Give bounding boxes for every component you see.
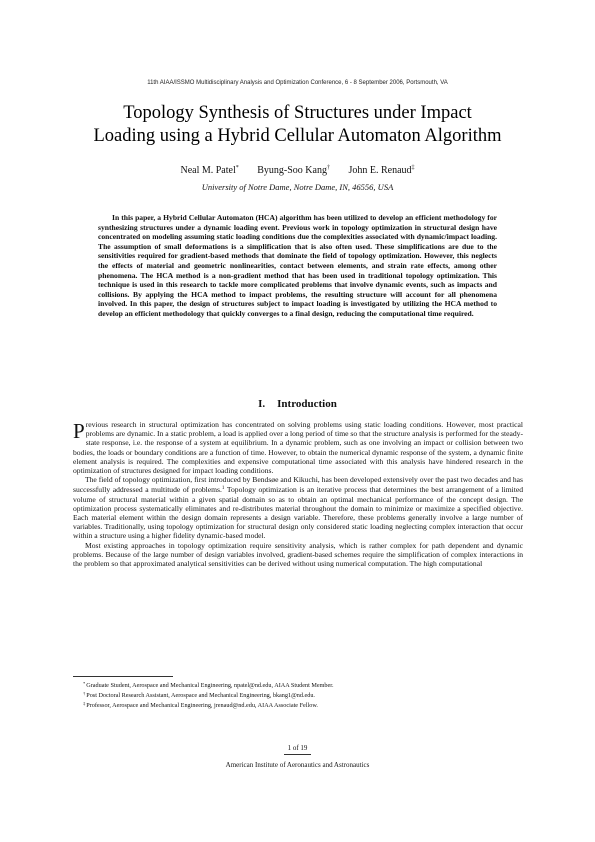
footnote-mark: ‡ [83,701,86,707]
footnote-mark: † [83,691,86,697]
author-mark: ‡ [411,165,415,171]
footnote [73,680,523,690]
page-number: 1 of 19 [287,744,308,752]
paragraph [73,420,523,475]
author-mark: † [326,165,330,171]
author-list [0,165,595,176]
paragraph: Most existing approaches in topology optimization require sensitivity analysis, which is rather complex for path dependent and dynamic problems. Because of the large number of design variables involved, gradient-based schemes require the simplification of complex interactions in the problem so that approximated analytical sensitivities can be derived without using numerical computation. The high computational [73,540,523,569]
footer-institute: American Institute of Aeronautics and Astronautics [225,761,370,769]
title-line-2: Loading using a Hybrid Cellular Automaton Algorithm [93,126,502,146]
title-line-1: Topology Synthesis of Structures under Impact [123,103,472,123]
citation-ref[interactable]: 1 [221,486,225,492]
author [257,165,330,176]
footnote-mark: * [83,681,86,686]
drop-cap: P [73,419,85,443]
page-number-rule [284,754,311,755]
paragraph-text: revious research in structural optimization has concentrated on solving problems using static loading conditions. However, most practical problems are dynamic. In a static problem, a load is applied over a long period of time so that the structure analysis is performed for the steady-state response, i.e. the response of a system at equilibrium. In a dynamic problem, such as one involving an impact or collision between two bodies, the loads or boundary conditions are a function of time. However, to obtain the numerical dynamic response of the system, a dynamic finite element analysis is required. The complexities and expensive computational time associated with this analysis have hindered research in the optimization of structures designed for impact loading conditions. [73,420,523,476]
paragraph-text: The field of topology optimization, first introduced by Bendsøe and Kikuchi, has been developed extensively over the past two decades and has successfully addressed a multitude of problems. [73,475,523,495]
footnote [73,700,523,710]
footnote-text: Post Doctoral Research Assistant, Aerospace and Mechanical Engineering, bkang1@nd.edu. [86,692,315,700]
section-number: I. [258,398,266,410]
section-heading [0,398,595,410]
footnote [73,690,523,700]
paragraph-text: Topology optimization is an iterative process that determines the best arrangement of a limited volume of structural material within a given spatial domain so as to obtain an optimal mechanical performance of the concept design. The optimization process systematically eliminates and re-distributes material throughout the domain to minimize or maximize a specified objective. Each material element within the design domain represents a design variable. Therefore, these problems generally involve a large number of variables. Traditionally, using topology optimization for structural design only considered static loading neglecting complex interaction that occur within a structure using a higher fidelity dynamic-based model. [73,485,524,541]
author-name: Neal M. Patel [180,165,236,176]
author-name: John E. Renaud [348,165,412,176]
footnotes [73,680,523,711]
section-title: Introduction [277,398,337,410]
paper-title [40,102,555,148]
conference-header: 11th AIAA/ISSMO Multidisciplinary Analysis and Optimization Conference, 6 - 8 September 2006, Portsmouth, VA [147,80,448,86]
abstract: In this paper, a Hybrid Cellular Automaton (HCA) algorithm has been utilized to develop an efficient methodology for synthesizing structures under a dynamic loading event. Previous work in topology optimization in structural design have concentrated on modeling assuming static loading conditions due the complexities associated with dynamic/impact loading. The assumption of small deformations is a simplification that is also often used. These simplifications are due to the sensitivities required for gradient-based methods that dominate the field of topology optimization. However, this neglects the effects of material and geometric nonlinearities, contact between elements, and strain rate effects, among other phenomena. The HCA method is a non-gradient method that has been used in traditional topology optimization. This technique is used in this research to tackle more complicated problems that involve dynamic events, such as impacts and collisions. By applying the HCA method to impact problems, the resulting structure will account for all phenomena involved. In this paper, the design of structures subject to impact loading is investigated by utilizing the HCA method to develop an efficient methodology that quickly converges to a final design, reducing the computational time required. [98,213,497,318]
author-name: Byung-Soo Kang [257,165,327,176]
affiliation: University of Notre Dame, Notre Dame, IN, 46556, USA [201,182,394,192]
footnote-text: Graduate Student, Aerospace and Mechanical Engineering, npatel@nd.edu, AIAA Student Member. [86,682,334,689]
footnote-text: Professor, Aerospace and Mechanical Engineering, jrenaud@nd.edu, AIAA Associate Fellow. [86,702,318,710]
paragraph [73,475,523,540]
author [180,165,238,176]
footnote-rule [73,676,173,677]
author [348,165,414,176]
author-mark: * [235,165,239,171]
body-text [73,420,523,568]
